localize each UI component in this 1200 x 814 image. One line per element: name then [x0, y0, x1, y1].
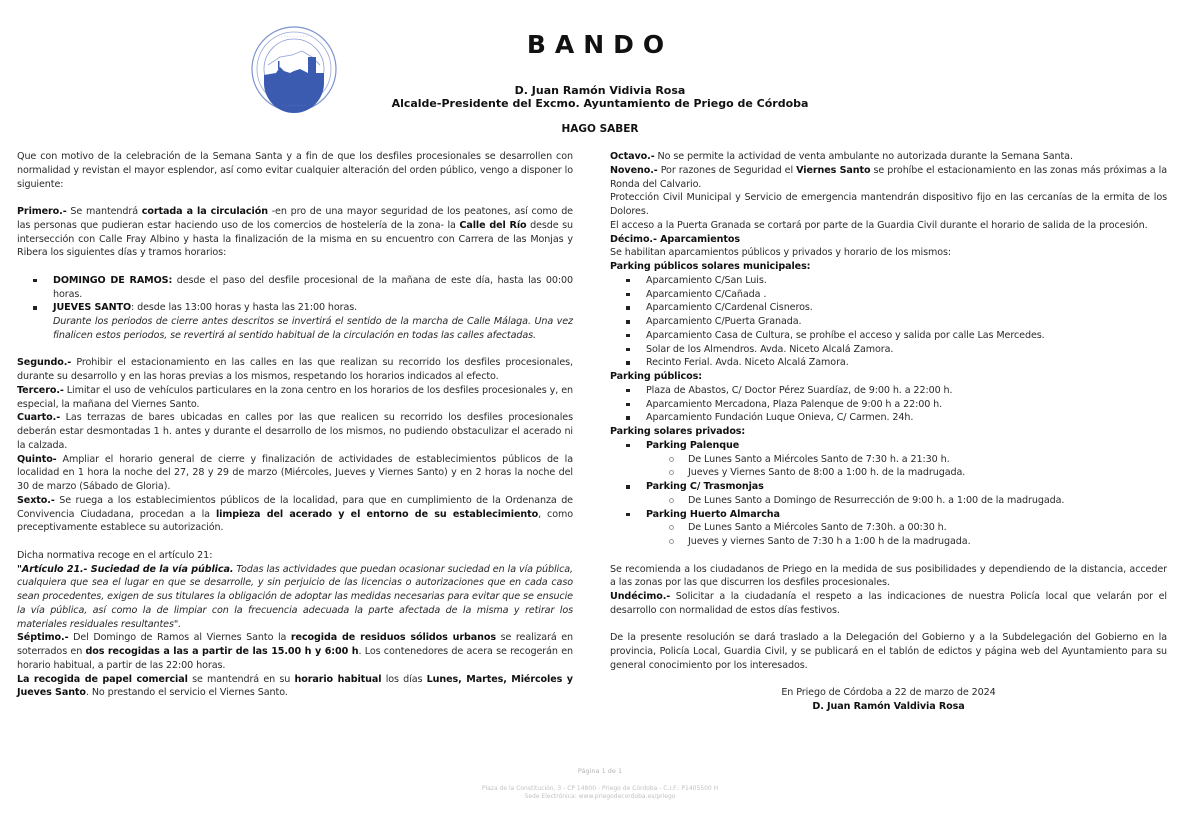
noveno-label: Noveno.- — [610, 164, 658, 176]
decimo-label: Décimo.- Aparcamientos — [610, 233, 740, 245]
address-line: Plaza de la Constitución, 3 - CP 14800 - Priego de Córdoba - C.I.F.: P1405500 H — [481, 785, 719, 792]
text: los días — [381, 673, 427, 685]
day-label: DOMINGO DE RAMOS: — [53, 274, 173, 286]
text: se realizará en soterrados en — [17, 632, 573, 657]
parking-privados-list — [610, 439, 1167, 549]
svg-text:· · · · · · · ·: · · · · · · · · — [282, 103, 306, 109]
list-item: Jueves y viernes Santo de 7:30 h a 1:00 h de la madrugada. — [688, 535, 1167, 549]
sexto-label: Sexto.- — [17, 494, 55, 506]
list-item: Aparcamiento Casa de Cultura, se prohíbe el acceso y salida por calle Las Mercedes. — [646, 329, 1167, 343]
primero-paragraph — [17, 205, 573, 260]
intro-paragraph: Que con motivo de la celebración de la Semana Santa y a fin de que los desfiles procesionales se desarrollen con normalidad y revistan el mayor esplendor, así como evitar cualquier alteración del orden público, vengo a disponer lo siguiente: — [17, 151, 573, 190]
normativa-intro: Dicha normativa recoge en el artículo 21: — [17, 549, 213, 561]
parking-publicos-heading — [610, 370, 1167, 384]
solares-municipales-heading — [610, 260, 1167, 274]
bold-text: Lunes, Martes, Miércoles y Jueves Santo — [17, 673, 573, 699]
left-column — [17, 150, 573, 700]
text: se mantendrá en su — [187, 673, 295, 685]
text: desde su intersección con Calle Fray Albino y hasta la finalización de la misma en su encuentro con Carrera de las Monjas y Ribera los siguientes días y tramos horarios: — [17, 219, 573, 259]
bold-text: limpieza del acerado y el entorno de su establecimiento — [215, 508, 539, 520]
text: Se ruega a los establecimientos públicos de la localidad, para que en cumplimiento de la Ordenanza de Convivencia Ciudadana, procedan a la — [17, 494, 573, 520]
page-number: Página 1 de 1 — [577, 767, 623, 775]
bold-text: horario habitual — [294, 673, 382, 685]
decimo-text: Se habilitan aparcamientos públicos y privados y horario de los mismos: — [610, 247, 952, 259]
segundo-paragraph — [17, 356, 573, 384]
right-column — [610, 150, 1167, 714]
octavo-paragraph — [610, 150, 1167, 164]
list-item: Aparcamiento C/Puerta Granada. — [646, 315, 1167, 329]
text: . No prestando el servicio el Viernes Santo. — [85, 687, 288, 699]
text: No se permite la actividad de venta ambulante no autorizada durante la Semana Santa. — [654, 151, 1073, 162]
mayor-role: Alcalde-Presidente del Excmo. Ayuntamiento de Priego de Córdoba — [391, 97, 809, 110]
signature-date: En Priego de Córdoba a 22 de marzo de 2024 — [781, 687, 996, 699]
signer-name: D. Juan Ramón Valdivia Rosa — [812, 701, 965, 712]
section-title: Parking públicos: — [610, 371, 702, 382]
list-item: Solar de los Almendros. Avda. Niceto Alcalá Zamora. — [646, 343, 1167, 357]
svg-text:· · · · · · · · ·: · · · · · · · · · — [280, 34, 308, 40]
text: Ampliar el horario general de cierre y finalización de actividades de establecimientos públicos de la localidad en 1 hora la noche del 27, 28 y 29 de marzo (Miércoles, Jueves y Viernes Santo) y en 2 horas la noche del 30 de marzo (Sábado de Gloria). — [17, 453, 573, 492]
parking-name: Parking Huerto Almarcha — [646, 508, 780, 520]
list-item: Jueves y Viernes Santo de 8:00 a 1:00 h. de la madrugada. — [688, 466, 1167, 480]
segundo-label: Segundo.- — [17, 357, 72, 369]
text: : desde las 13:00 horas y hasta las 21:00 horas. — [131, 302, 358, 314]
solares-municipales-list — [610, 274, 1167, 370]
text: . Los contenedores de acera se recogerán en horario habitual, a partir de las 22:00 horas. — [17, 646, 573, 671]
articulo-21-quote — [17, 563, 573, 632]
section-title: Parking públicos solares municipales: — [610, 261, 811, 272]
decimo-heading — [610, 233, 1167, 247]
text: Solicitar a la ciudadanía el respeto a las indicaciones de nuestra Policía local que velarán por el desarrollo con normalidad de estos días festivos. — [610, 591, 1167, 616]
text: Todas las actividades que puedan ocasionar suciedad en la vía pública, cualquiera que sea el lugar en que se desarrolle, y sin perjuicio de las licencias o autorizaciones que en cada caso sean procedentes, exigen de sus titulares la obligación de adoptar las medidas necesarias para evitar que se ensucie la vía pública, así como la de limpiar con la frecuencia adecuada la parte afectada de la misma y retirar los materiales residuales resultantes". — [17, 563, 573, 630]
schedule-list — [646, 494, 1167, 508]
list-item: Aparcamiento C/Cañada . — [646, 288, 1167, 302]
bold-text: dos recogidas a las a partir de las 15.00 h y 6:00 h — [85, 646, 359, 657]
text: Las terrazas de bares ubicadas en calles por las que realicen su recorrido los desfiles procesionales deberán estar desmontadas 1 h. antes y durante el desarrollo de los mismos, no pudiendo obstaculizar el acerado ni la calzada. — [17, 412, 573, 451]
section-title: Parking solares privados: — [610, 426, 746, 437]
noveno-paragraph — [610, 164, 1167, 192]
articulo-label: "Artículo 21.- Suciedad de la vía pública. — [17, 563, 234, 575]
bold-text: cortada a la circulación — [141, 206, 268, 217]
undecimo-label: Undécimo.- — [610, 591, 671, 602]
tercero-paragraph — [17, 384, 573, 412]
mayor-name: D. Juan Ramón Vidivia Rosa — [514, 84, 686, 97]
italic-note: Durante los periodos de cierre antes descritos se invertirá el sentido de la marcha de Calle Málaga. Una vez finalicen estos periodos, se revertirá al sentido habitual de la circulación en todas las calles afectadas. — [53, 316, 573, 341]
proteccion-paragraph: Protección Civil Municipal y Servicio de emergencia mantendrán dispositivo fijo en las cercanías de la ermita de los Dolores. — [610, 192, 1167, 217]
sede-electronica-link[interactable]: Sede Electrónica: www.priegodecordoba.es/priego — [524, 793, 676, 800]
bold-text: Viernes Santo — [796, 164, 871, 176]
schedule-list — [646, 521, 1167, 549]
list-item: Recinto Ferial. Avda. Niceto Alcalá Zamora. — [646, 356, 1167, 370]
hago-saber-heading: HAGO SABER — [561, 123, 639, 135]
recomienda-paragraph: Se recomienda a los ciudadanos de Priego en la medida de sus posibilidades y dependiendo de la distancia, acceder a las zonas por las que discurren los desfiles procesionales. — [610, 563, 1167, 589]
text: se prohíbe el estacionamiento en las zonas más próximas a la Ronda del Calvario. — [610, 164, 1167, 190]
list-item — [646, 439, 1167, 480]
papel-paragraph — [17, 673, 573, 701]
footer-address — [0, 785, 1200, 801]
text: Por razones de Seguridad el — [657, 164, 797, 176]
schedule-list — [646, 453, 1167, 481]
list-item: Aparcamiento Fundación Luque Onieva, C/ Carmen. 24h. — [646, 411, 1167, 425]
list-item: De Lunes Santo a Miércoles Santo de 7:30 h. a 21:30 h. — [688, 453, 1167, 467]
text: desde el paso del desfile procesional de la mañana de este día, hasta las 00:00 horas. — [53, 274, 573, 300]
list-item — [646, 508, 1167, 549]
signature-name — [610, 700, 1167, 714]
closure-days-list — [17, 274, 573, 343]
sexto-paragraph — [17, 494, 573, 535]
parking-publicos-list — [610, 384, 1167, 425]
list-item: Plaza de Abastos, C/ Doctor Pérez Suardíaz, de 9:00 h. a 22:00 h. — [646, 384, 1167, 398]
octavo-label: Octavo.- — [610, 151, 655, 162]
list-item: Aparcamiento C/Cardenal Cisneros. — [646, 301, 1167, 315]
septimo-label: Séptimo.- — [17, 632, 69, 644]
undecimo-paragraph — [610, 590, 1167, 618]
text: Limitar el uso de vehículos particulares en la zona centro en los horarios de los desfiles procesionales y, en especial, la mañana del Viernes Santo. — [17, 384, 573, 410]
list-item — [53, 301, 573, 342]
bold-text: Calle del Río — [459, 219, 527, 231]
text: Se mantendrá — [66, 206, 142, 217]
tercero-label: Tercero.- — [17, 384, 64, 396]
text: Prohibir el estacionamiento en las calles en las que realizan su recorrido los desfiles procesionales, durante su desarrollo y en las horas previas a los mismos, respetando los horarios indicados al efecto. — [17, 357, 573, 382]
list-item — [646, 480, 1167, 508]
list-item — [53, 274, 573, 302]
cuarto-paragraph — [17, 411, 573, 452]
day-label: JUEVES SANTO — [53, 302, 132, 314]
acceso-paragraph: El acceso a la Puerta Granada se cortará por parte de la Guardia Civil durante el horario de salida de la procesión. — [610, 219, 1148, 231]
traslado-paragraph: De la presente resolución se dará traslado a la Delegación del Gobierno y a la Subdelegación del Gobierno en la provincia, Policía Local, Guardia Civil, y se publicará en el tablón de edictos y página web del Ayuntamiento para su general conocimiento por los interesados. — [610, 632, 1167, 671]
text: -en pro de una mayor seguridad de los peatones, así como de las personas que pudieran estar haciendo uso de los comercios de hostelería de la zona- la — [17, 206, 573, 231]
parking-name: Parking C/ Trasmonjas — [646, 481, 764, 492]
bold-text: recogida de residuos sólidos urbanos — [290, 632, 496, 644]
cuarto-label: Cuarto.- — [17, 412, 61, 424]
list-item: De Lunes Santo a Domingo de Resurrección de 9:00 h. a 1:00 de la madrugada. — [688, 494, 1167, 508]
document-title: BANDO — [526, 30, 674, 59]
list-item: Aparcamiento C/San Luis. — [646, 274, 1167, 288]
parking-privados-heading — [610, 425, 1167, 439]
quinto-paragraph — [17, 453, 573, 494]
parking-name: Parking Palenque — [646, 439, 740, 451]
list-item: Aparcamiento Mercadona, Plaza Palenque de 9:00 h a 22:00 h. — [646, 398, 1167, 412]
list-item: De Lunes Santo a Miércoles Santo de 7:30h. a 00:30 h. — [688, 521, 1167, 535]
septimo-paragraph — [17, 631, 573, 672]
quinto-label: Quinto- — [17, 453, 57, 465]
bold-text: La recogida de papel comercial — [17, 673, 188, 685]
primero-label: Primero.- — [17, 206, 67, 217]
text: Del Domingo de Ramos al Viernes Santo la — [68, 632, 291, 644]
text: , como preceptivamente establece su autorización. — [17, 508, 573, 534]
